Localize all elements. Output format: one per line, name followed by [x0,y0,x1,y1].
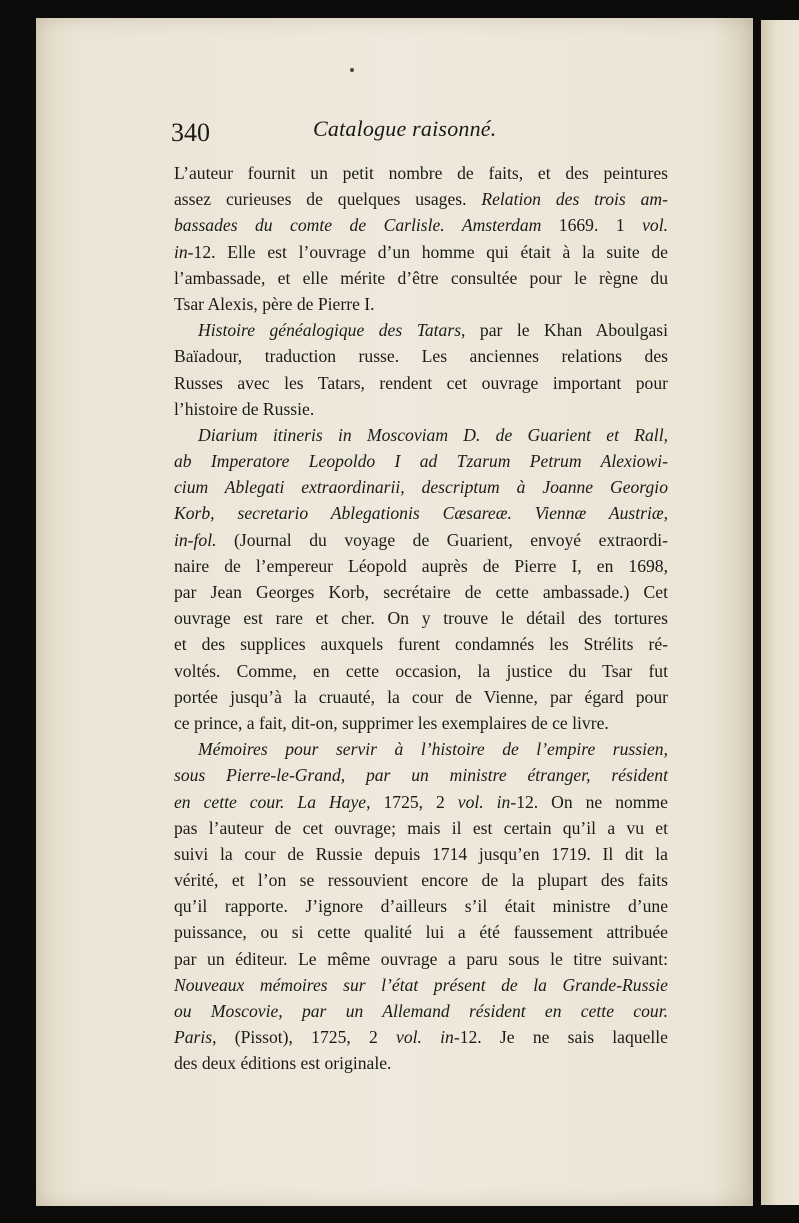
italic-text: ou Moscovie, par un Allemand résident en cette cour. [174,1001,668,1021]
text-line [174,1050,668,1076]
adjacent-page-edge [761,20,799,1205]
roman-text: 1669. [558,215,616,236]
italic-text: en cette cour. La Haye, [174,791,384,812]
text-line [174,867,668,893]
roman-text: Tsar Alexis, père de Pierre I. [174,293,375,314]
roman-text: ouvrage est rare et cher. On y trouve le détail des tortures [174,608,668,629]
text-line [174,239,668,265]
roman-text: pas l’auteur de cet ouvrage; mais il est certain qu’il a vu et [174,817,668,838]
text-line [174,422,668,448]
roman-text: L’auteur fournit un petit nombre de faits, et des peintures [174,163,668,183]
text-line [174,998,668,1024]
roman-text: des deux éditions est originale. [174,1053,392,1074]
text-line [174,448,668,474]
roman-text: Baïadour, traduction russe. Les anciennes relations des [174,346,668,367]
text-line [174,474,668,500]
roman-text: et des supplices auxquels furent condamnés les Strélits ré- [174,634,668,655]
roman-text: l’ambassade, et elle mérite d’être consultée pour le règne du [174,267,668,288]
text-line [174,631,668,657]
text-line [174,396,668,422]
text-line [174,710,668,736]
italic-text: vol. in- [457,791,517,812]
roman-text: portée jusqu’à la cruauté, la cour de Vienne, par égard pour [174,686,668,707]
roman-text: , par le Khan Aboulgasi [461,320,668,341]
roman-text: Russes avec les Tatars, rendent cet ouvrage important pour [174,372,668,393]
roman-text: l’histoire de Russie. [174,398,315,419]
italic-text: in-fol. [174,529,217,550]
roman-text: vérité, et l’on se ressouvient encore de la plupart des faits [174,870,668,891]
page-mark [350,68,354,72]
text-line [174,605,668,631]
roman-text: 1 [615,215,643,236]
italic-text: Histoire généalogique des Tatars [198,320,462,341]
text-line [174,343,668,369]
text-line [174,946,668,972]
roman-text: 12. Elle est l’ouvrage d’un homme qui était à la suite de [193,241,668,262]
text-line [174,317,668,343]
text-line [174,291,668,317]
italic-text: sous Pierre-le-Grand, par un ministre étranger, résident [174,765,668,786]
text-line [174,972,668,998]
italic-text: Mémoires pour servir à l’histoire de l’empire russien, [198,739,668,760]
roman-text: 12. Je ne sais laquelle [459,1027,668,1048]
roman-text: (Journal du voyage de Guarient, envoyé extraordi- [216,529,668,550]
text-line [174,815,668,841]
italic-text: vol. in- [396,1027,460,1048]
text-line [174,212,668,238]
page-number: 340 [171,118,210,147]
roman-text: suivi la cour de Russie depuis 1714 jusqu’en 1719. Il dit la [174,843,668,864]
text-line [174,553,668,579]
italic-text: Paris [174,1027,213,1048]
text-line [174,736,668,762]
text-line [174,160,668,186]
roman-text: ce prince, a fait, dit-on, supprimer les exemplaires de ce livre. [174,712,609,733]
text-line [174,658,668,684]
running-head: Catalogue raisonné. [313,116,497,141]
italic-text: bassades du comte de Carlisle. Amsterdam [174,215,559,236]
roman-text: naire de l’empereur Léopold auprès de Pierre I, en 1698, [174,555,668,576]
italic-text: Relation des trois am- [481,189,668,210]
text-line [174,500,668,526]
text-line [174,186,668,212]
italic-text: vol. [642,215,668,236]
text-line [174,919,668,945]
text-line [174,370,668,396]
roman-text: puissance, ou si cette qualité lui a été faussement attribuée [174,922,668,943]
roman-text: 1725, 2 [383,791,458,812]
text-line [174,762,668,788]
text-line [174,789,668,815]
italic-text: in- [174,241,194,262]
roman-text: 12. On ne nomme [516,791,668,812]
roman-text: , (Pissot), 1725, 2 [212,1027,397,1048]
roman-text: par Jean Georges Korb, secrétaire de cette ambassade.) Cet [174,582,668,602]
italic-text: cium Ablegati extraordinarii, descriptum à Joanne Georgio [174,477,668,498]
italic-text: ab Imperatore Leopoldo I ad Tzarum Petrum Alexiowi- [174,451,668,472]
text-line [174,265,668,291]
text-line [174,527,668,553]
text-line [174,893,668,919]
roman-text: qu’il rapporte. J’ignore d’ailleurs s’il était ministre d’une [174,896,668,917]
roman-text: assez curieuses de quelques usages. [174,189,482,210]
italic-text: Diarium itineris in Moscoviam D. de Guarient et Rall, [198,424,668,445]
text-line [174,1024,668,1050]
italic-text: Nouveaux mémoires sur l’état présent de la Grande-Russie [174,974,668,995]
text-line [174,579,668,605]
text-line [174,684,668,710]
roman-text: par un éditeur. Le même ouvrage a paru sous le titre suivant: [174,948,668,969]
roman-text: voltés. Comme, en cette occasion, la justice du Tsar fut [174,660,668,681]
body-text [174,160,668,1077]
italic-text: Korb, secretario Ablegationis Cæsareæ. Viennæ Austriæ, [174,503,668,524]
text-line [174,841,668,867]
